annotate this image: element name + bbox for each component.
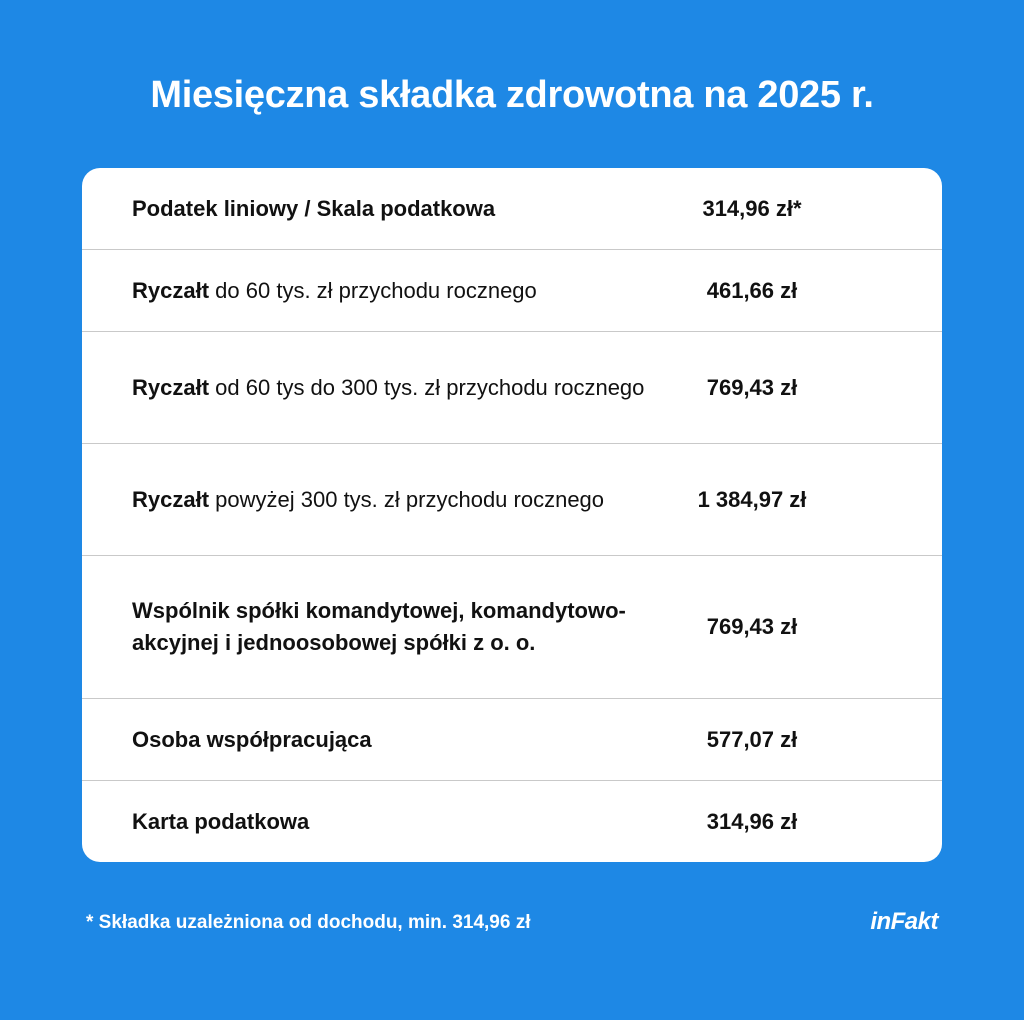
infakt-logo: inFakt bbox=[870, 908, 938, 935]
table-row bbox=[82, 781, 942, 862]
table-row bbox=[82, 699, 942, 781]
row-value: 769,43 zł bbox=[706, 614, 798, 639]
row-label-bold: Karta podatkowa bbox=[132, 808, 310, 834]
page-title: Miesięczna składka zdrowotna na 2025 r. bbox=[150, 74, 874, 116]
row-label-bold: Ryczałt bbox=[132, 277, 210, 303]
row-label-bold: Podatek liniowy / Skala podatkowa bbox=[132, 195, 496, 221]
row-label-rest: do 60 tys. zł przychodu rocznego bbox=[209, 277, 537, 303]
row-label-bold: Ryczałt bbox=[132, 374, 210, 400]
table-row bbox=[82, 168, 942, 250]
row-label bbox=[132, 372, 672, 404]
table-row bbox=[82, 556, 942, 699]
row-label bbox=[132, 275, 672, 307]
table-row bbox=[82, 332, 942, 444]
table-row bbox=[82, 250, 942, 332]
row-label-rest: powyżej 300 tys. zł przychodu rocznego bbox=[209, 486, 605, 512]
row-label-bold: Wspólnik spółki komandytowej, komandytowo-akcyjnej i jednoosobowej spółki z o. o. bbox=[132, 598, 626, 655]
row-label bbox=[132, 193, 672, 225]
contribution-table bbox=[82, 168, 942, 862]
footnote: * Składka uzależniona od dochodu, min. 314,96 zł bbox=[86, 912, 531, 933]
row-label-bold: Osoba współpracująca bbox=[132, 726, 372, 752]
row-label-rest: od 60 tys do 300 tys. zł przychodu rocznego bbox=[209, 374, 645, 400]
row-value: 314,96 zł* bbox=[702, 195, 802, 221]
row-value: 577,07 zł bbox=[706, 726, 798, 752]
row-value: 769,43 zł bbox=[706, 374, 798, 400]
row-label bbox=[132, 595, 672, 659]
table-row bbox=[82, 444, 942, 556]
row-value: 1 384,97 zł bbox=[697, 486, 807, 512]
row-label bbox=[132, 484, 672, 516]
row-value: 461,66 zł bbox=[706, 277, 798, 303]
row-value: 314,96 zł bbox=[706, 808, 798, 834]
row-label bbox=[132, 724, 672, 756]
row-label-bold: Ryczałt bbox=[132, 486, 210, 512]
row-label bbox=[132, 806, 672, 838]
